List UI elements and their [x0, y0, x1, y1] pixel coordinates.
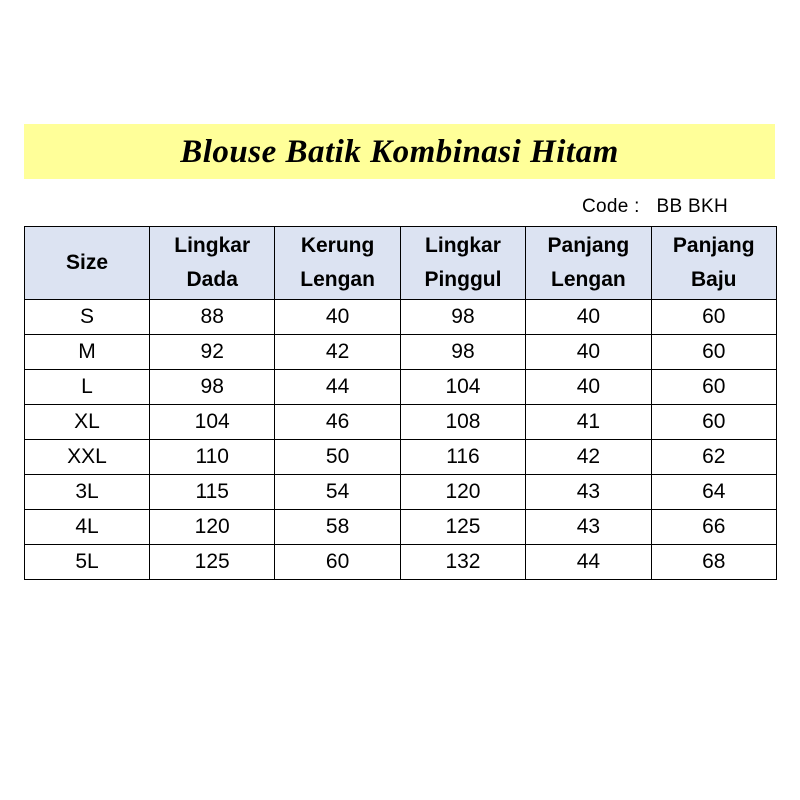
product-code-spacer [645, 196, 651, 217]
table-row [25, 475, 777, 510]
column-header-line1: Size [65, 251, 109, 274]
column-header [150, 227, 275, 300]
measurement-cell: 120 [150, 510, 275, 545]
measurement-cell: 60 [651, 300, 776, 335]
table-row [25, 370, 777, 405]
measurement-cell: 54 [275, 475, 400, 510]
size-cell: XL [25, 405, 150, 440]
measurement-cell: 104 [400, 370, 525, 405]
table-row [25, 510, 777, 545]
column-header-line1: Lingkar [425, 234, 501, 257]
column-header-line2: Pinggul [424, 268, 502, 291]
column-header-line2: Dada [186, 268, 238, 291]
table-row [25, 405, 777, 440]
measurement-cell: 43 [526, 510, 651, 545]
measurement-cell: 66 [651, 510, 776, 545]
table-row [25, 300, 777, 335]
chart-title: Blouse Batik Kombinasi Hitam [180, 134, 619, 170]
measurement-cell: 40 [275, 300, 400, 335]
measurement-cell: 125 [150, 545, 275, 580]
measurement-cell: 125 [400, 510, 525, 545]
product-code [582, 196, 728, 218]
column-header-line1: Panjang [547, 234, 630, 257]
column-header-line1: Lingkar [174, 234, 251, 257]
measurement-cell: 108 [400, 405, 525, 440]
measurement-cell: 88 [150, 300, 275, 335]
measurement-cell: 60 [651, 405, 776, 440]
size-table [24, 226, 777, 580]
column-header-line2: Lengan [551, 268, 626, 291]
table-row [25, 545, 777, 580]
column-header [275, 227, 400, 300]
product-code-value: BB BKH [656, 196, 728, 217]
measurement-cell: 44 [526, 545, 651, 580]
table-body [25, 300, 777, 580]
measurement-cell: 46 [275, 405, 400, 440]
measurement-cell: 60 [651, 335, 776, 370]
column-header-line1: Panjang [672, 234, 755, 257]
size-cell: 5L [25, 545, 150, 580]
product-code-label: Code : [581, 196, 640, 217]
measurement-cell: 115 [150, 475, 275, 510]
measurement-cell: 64 [651, 475, 776, 510]
column-header [651, 227, 776, 300]
measurement-cell: 98 [400, 300, 525, 335]
measurement-cell: 104 [150, 405, 275, 440]
measurement-cell: 40 [526, 300, 651, 335]
table-header-row [25, 227, 777, 300]
measurement-cell: 50 [275, 440, 400, 475]
measurement-cell: 40 [526, 335, 651, 370]
measurement-cell: 62 [651, 440, 776, 475]
measurement-cell: 68 [651, 545, 776, 580]
measurement-cell: 60 [275, 545, 400, 580]
measurement-cell: 110 [150, 440, 275, 475]
measurement-cell: 40 [526, 370, 651, 405]
size-cell: 3L [25, 475, 150, 510]
measurement-cell: 58 [275, 510, 400, 545]
column-header-line2: Lengan [300, 268, 375, 291]
measurement-cell: 98 [150, 370, 275, 405]
column-header [400, 227, 525, 300]
measurement-cell: 120 [400, 475, 525, 510]
column-header [25, 227, 150, 300]
measurement-cell: 42 [526, 440, 651, 475]
size-cell: L [25, 370, 150, 405]
measurement-cell: 60 [651, 370, 776, 405]
size-cell: S [25, 300, 150, 335]
table-row [25, 335, 777, 370]
measurement-cell: 92 [150, 335, 275, 370]
column-header-line1: Kerung [300, 234, 375, 257]
measurement-cell: 116 [400, 440, 525, 475]
measurement-cell: 44 [275, 370, 400, 405]
measurement-cell: 98 [400, 335, 525, 370]
size-cell: M [25, 335, 150, 370]
measurement-cell: 43 [526, 475, 651, 510]
title-band [24, 124, 775, 179]
table-row [25, 440, 777, 475]
column-header [526, 227, 651, 300]
measurement-cell: 132 [400, 545, 525, 580]
measurement-cell: 41 [526, 405, 651, 440]
measurement-cell: 42 [275, 335, 400, 370]
size-cell: 4L [25, 510, 150, 545]
column-header-line2: Baju [691, 268, 737, 291]
size-cell: XXL [25, 440, 150, 475]
